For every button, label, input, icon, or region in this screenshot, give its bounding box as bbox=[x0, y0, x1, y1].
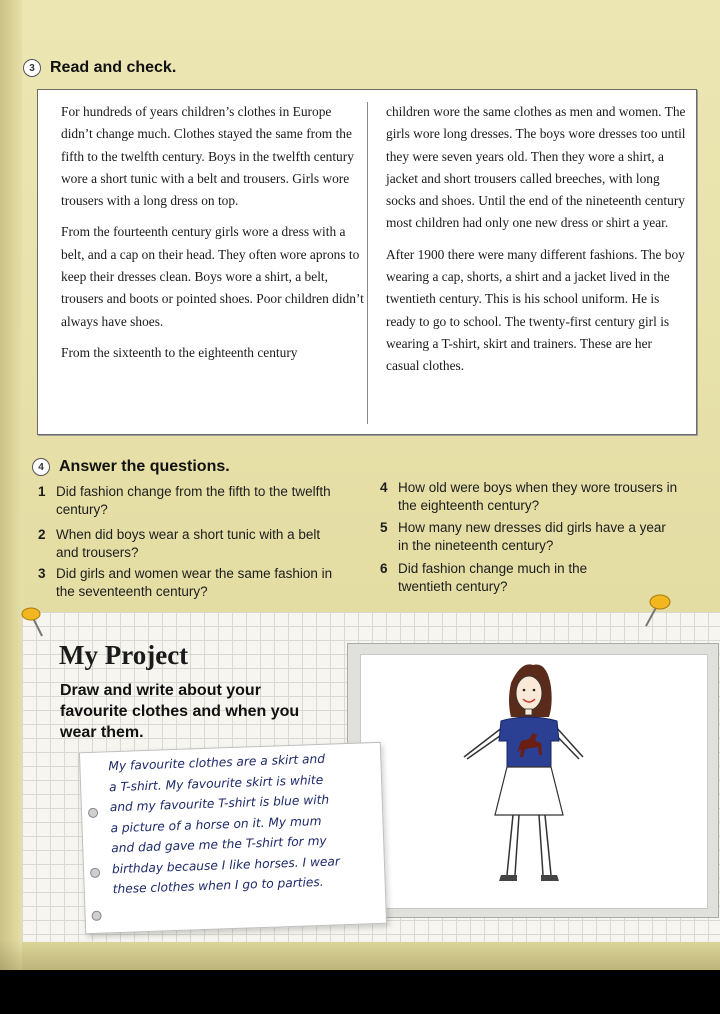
note-line: My favourite clothes are a skirt and bbox=[108, 751, 326, 774]
question-text: How old were boys when they wore trousers in the eighteenth century? bbox=[398, 480, 678, 513]
page-binding-edge bbox=[0, 0, 22, 970]
reading-left-column bbox=[61, 101, 366, 373]
page-bottom-shadow bbox=[0, 940, 720, 970]
note-line: and dad gave me the T-shirt for my bbox=[111, 833, 327, 856]
question-number: 5 bbox=[380, 520, 388, 535]
note-line: and my favourite T-shirt is blue with bbox=[109, 792, 330, 815]
note-line: birthday because I like horses. I wear bbox=[111, 853, 341, 876]
reading-paragraph: After 1900 there were many different fashions. The boy wearing a cap, shorts, a shirt and a jacket lived in the twentieth century. This is his school uniform. He is ready to go to school. The twenty-first century girl is wearing a T-shirt, skirt and trainers. These are her casual clothes. bbox=[386, 246, 685, 374]
note-hole bbox=[90, 868, 100, 878]
drawing-paper bbox=[360, 654, 708, 909]
handwritten-note bbox=[79, 742, 387, 934]
note-hole bbox=[88, 808, 98, 818]
section-4-heading bbox=[32, 458, 230, 476]
section-3-number: 3 bbox=[23, 59, 41, 77]
question-text: Did fashion change much in the twentieth century? bbox=[398, 561, 588, 594]
question-text: When did boys wear a short tunic with a belt and trousers? bbox=[56, 527, 321, 560]
question-number: 2 bbox=[38, 527, 46, 542]
question-text: Did fashion change from the fifth to the twelfth century? bbox=[56, 484, 331, 517]
question-item bbox=[38, 483, 338, 519]
drawing-frame bbox=[347, 643, 719, 918]
section-3-title: Read and check. bbox=[50, 59, 177, 76]
section-4-title: Answer the questions. bbox=[59, 458, 230, 475]
question-text: How many new dresses did girls have a year in the nineteenth century? bbox=[398, 520, 666, 553]
note-line: these clothes when I go to parties. bbox=[112, 874, 324, 897]
reading-paragraph: From the fourteenth century girls wore a dress with a belt, and a cap on their head. They often wore aprons to keep their dresses clean. Boys wore a shirt, a belt, trousers and boots or pointed shoes. Poor children didn’t always have shoes. bbox=[61, 224, 364, 329]
question-number: 4 bbox=[380, 480, 388, 495]
question-text: Did girls and women wear the same fashion in the seventeenth century? bbox=[56, 566, 333, 599]
column-divider bbox=[367, 102, 368, 424]
section-4-number: 4 bbox=[32, 458, 50, 476]
question-number: 1 bbox=[38, 484, 46, 499]
project-title: My Project bbox=[59, 640, 189, 670]
reading-right-column bbox=[386, 101, 686, 387]
girl-drawing-icon bbox=[361, 655, 707, 908]
note-text bbox=[108, 747, 378, 900]
question-number: 3 bbox=[38, 566, 46, 581]
reading-text-box bbox=[37, 89, 697, 435]
note-line: a T-shirt. My favourite skirt is white bbox=[108, 772, 324, 794]
reading-paragraph: For hundreds of years children’s clothes in Europe didn’t change much. Clothes stayed the same from the fifth to the twelfth century. Boys in the twelfth century wore a short tunic with a belt and trousers. Girls wore trousers with a long dress on top. bbox=[61, 104, 354, 209]
section-3-heading bbox=[23, 59, 176, 77]
question-item bbox=[38, 526, 338, 562]
reading-paragraph: children wore the same clothes as men and women. The girls wore long dresses. The boys wore dresses too until they were seven years old. Then they wore a shirt, a jacket and short trousers called breeches, with long socks and shoes. Until the end of the nineteenth century most children had only one new dress or shirt a year. bbox=[386, 104, 686, 231]
pushpin-icon bbox=[636, 590, 676, 630]
question-item bbox=[380, 519, 680, 555]
question-number: 6 bbox=[380, 561, 388, 576]
question-item bbox=[380, 560, 620, 596]
reading-paragraph: From the sixteenth to the eighteenth century bbox=[61, 344, 298, 360]
question-item bbox=[38, 565, 343, 601]
question-item bbox=[380, 479, 680, 515]
note-line: a picture of a horse on it. My mum bbox=[110, 813, 322, 835]
pushpin-icon bbox=[20, 606, 56, 642]
note-hole bbox=[91, 911, 101, 921]
project-task: Draw and write about your favourite clothes and when you wear them. bbox=[60, 682, 300, 741]
